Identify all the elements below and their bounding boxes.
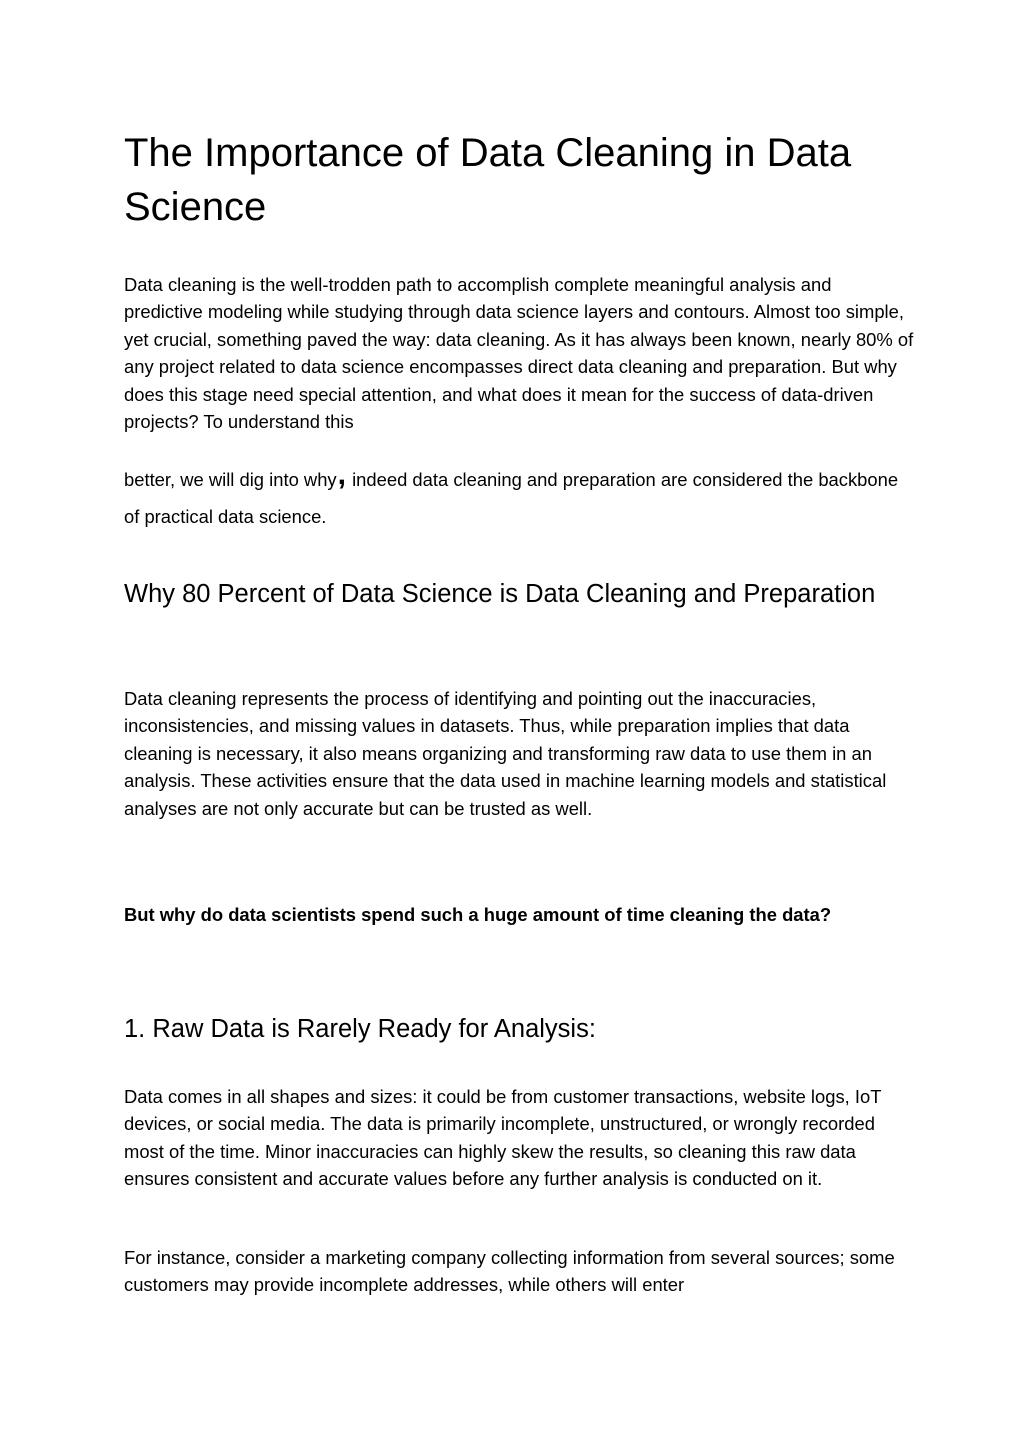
section-heading-raw-data: 1. Raw Data is Rarely Ready for Analysis: <box>124 1015 596 1043</box>
oversized-comma: , <box>337 458 346 491</box>
document-title: The Importance of Data Cleaning in Data Science <box>124 131 852 229</box>
bold-question: But why do data scientists spend such a huge amount of time cleaning the data? <box>124 904 832 925</box>
section-heading-why-80-percent: Why 80 Percent of Data Science is Data Cleaning and Preparation <box>124 580 876 608</box>
intro-paragraph: Data cleaning is the well-trodden path to accomplish complete meaningful analysis and predictive modeling while studying through data science layers and contours. Almost too simple, yet crucial, something paved the way: data cleaning. As it has always been known, nearly 80% of any project related to data science encompasses direct data cleaning and preparation. But why does this stage need special attention, and what does it mean for the success of data-driven projects? To understand this <box>124 274 914 433</box>
intro-paragraph-continued <box>124 456 914 535</box>
intro-text-before-comma: better, we will dig into why <box>124 469 337 490</box>
example-paragraph: For instance, consider a marketing company collecting information from several sources; some customers may provide incomplete addresses, while others will enter <box>124 1247 895 1296</box>
raw-data-paragraph: Data comes in all shapes and sizes: it could be from customer transactions, website logs, IoT devices, or social media. The data is primarily incomplete, unstructured, or wrongly recorded most of the time. Minor inaccuracies can highly skew the results, so cleaning this raw data ensures consistent and accurate values before any further analysis is conducted on it. <box>124 1086 882 1190</box>
definition-paragraph: Data cleaning represents the process of identifying and pointing out the inaccuracies, inconsistencies, and missing values in datasets. Thus, while preparation implies that data cleaning is necessary, it also means organizing and transforming raw data to use them in an analysis. These activities ensure that the data used in machine learning models and statistical analyses are not only accurate but can be trusted as well. <box>124 688 887 819</box>
intro-text-after-comma: indeed data cleaning and preparation are considered the backbone of practical data science. <box>124 469 899 527</box>
